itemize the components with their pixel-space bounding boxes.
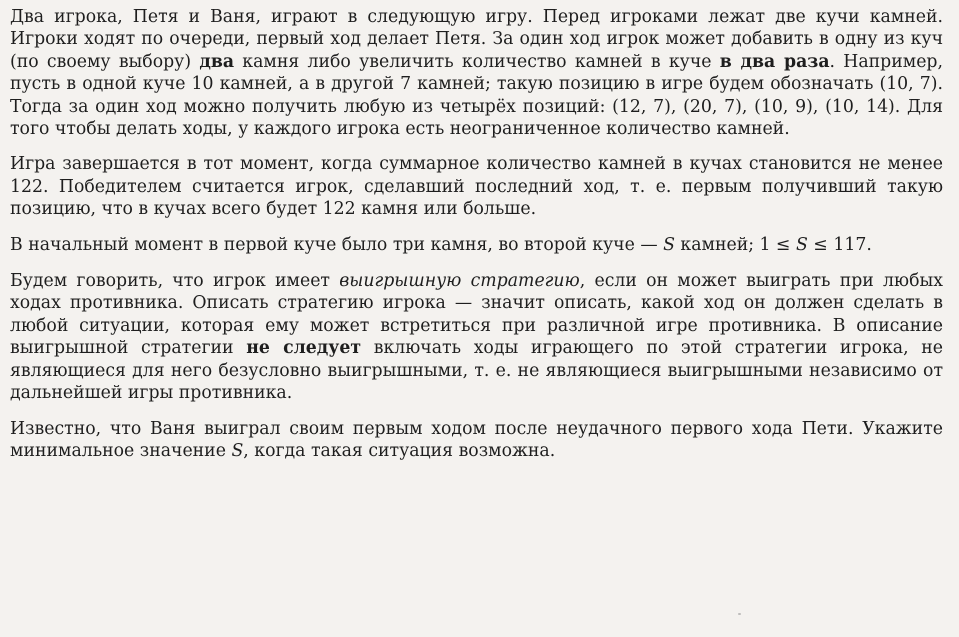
text-segment: ≤ 117. (807, 234, 872, 255)
italic-text: S (796, 234, 808, 255)
scan-speck (738, 613, 741, 615)
text-segment: Два игрока, Петя и Ваня, играют в следующую игру. Перед игроками лежат две кучи камней. Игроки ходят по очереди, первый ход делает Петя. За один ход игрок может добавить в одну из куч (по своему выбору) (10, 7, 943, 72)
text-segment: камня либо увеличить количество камней в куче (234, 51, 720, 72)
paragraph-game-end (10, 153, 943, 220)
text-segment: включать ходы играющего по этой стратегии игрока, не являющиеся для него безусловно выигрышными, т. е. не являющиеся выигрышными независимо от дальнейшей игры противника. (10, 338, 943, 404)
text-segment: Игра завершается в тот момент, когда суммарное количество камней в кучах становится не менее 122. Победителем считается игрок, сделавший последний ход, т. е. первым получивший такую позицию, что в кучах всего будет 122 камня или больше. (10, 154, 943, 220)
paragraph-game-rules (10, 6, 943, 140)
bold-text: в два раза (719, 51, 830, 72)
italic-text: выигрышную стратегию (339, 271, 580, 292)
text-segment: , когда такая ситуация возможна. (243, 440, 556, 461)
paragraph-initial-position (10, 234, 943, 256)
paragraph-question (10, 418, 943, 463)
text-segment: Будем говорить, что игрок имеет (10, 271, 340, 292)
bold-text: не следует (246, 338, 362, 359)
document-text (10, 6, 943, 462)
text-segment: , если он может выиграть при любых ходах противника. Описать стратегию игрока — значит описать, какой ход он должен сделать в любой ситуации, которая ему может встретиться при различной игре противника. В описание выигрышной стратегии (10, 271, 943, 359)
paragraph-winning-strategy (10, 270, 943, 404)
bold-text: два (199, 51, 235, 72)
text-segment: Известно, что Ваня выиграл своим первым ходом после неудачного первого хода Пети. Укажите минимальное значение (10, 418, 943, 461)
text-segment: камней; 1 ≤ (674, 234, 797, 255)
text-segment: . Например, пусть в одной куче 10 камней, а в другой 7 камней; такую позицию в игре будем обозначать (10, 7). Тогда за один ход можно получить любую из четырёх позиций: (12, 7), (20, 7), (10, 9), (10, 14). Для того чтобы делать ходы, у каждого игрока есть неограниченное количество камней. (10, 51, 943, 140)
italic-text: S (231, 440, 244, 461)
text-segment: В начальный момент в первой куче было три камня, во второй куче — (10, 234, 664, 255)
italic-text: S (663, 234, 675, 255)
